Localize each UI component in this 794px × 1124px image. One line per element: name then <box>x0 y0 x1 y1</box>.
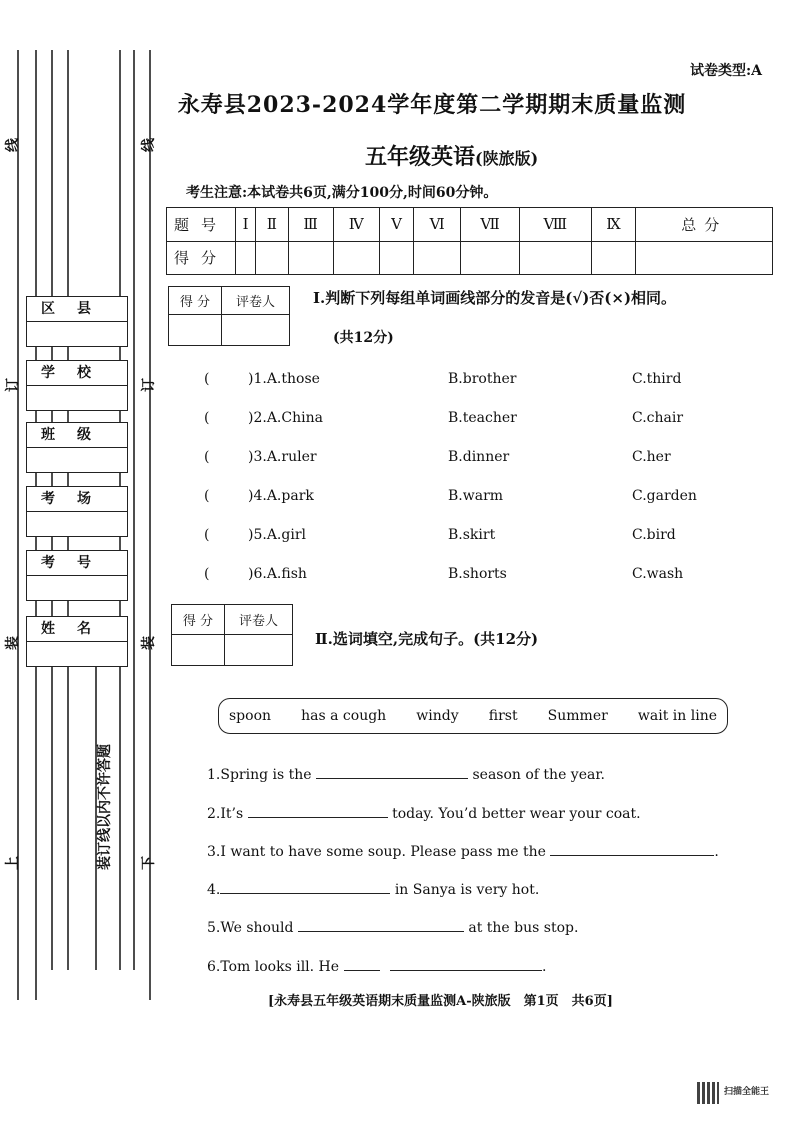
option-b: B.shorts <box>448 566 507 582</box>
option-b: B.warm <box>448 488 504 504</box>
word-bank <box>218 698 728 734</box>
question-row <box>0 488 794 516</box>
field-school-label: 学校 <box>27 361 127 386</box>
col-5: Ⅴ <box>379 208 413 242</box>
word-bank-item: first <box>488 708 518 724</box>
option-c: C.her <box>632 449 671 465</box>
answer-blank[interactable] <box>390 956 542 971</box>
answer-paren[interactable]: ( <box>204 527 210 543</box>
option-a: )5.A.girl <box>248 527 306 543</box>
option-c: C.third <box>632 371 682 387</box>
scanner-label: 扫描全能王 <box>724 1087 770 1097</box>
answer-blank[interactable] <box>248 803 388 818</box>
field-exam-room-label: 考场 <box>27 487 127 512</box>
section1-points: (共12分) <box>333 330 394 346</box>
sentence-text: 5.We should <box>207 920 294 936</box>
margin-mark-left-4: 上 <box>5 856 21 870</box>
grader-score-cell[interactable] <box>169 315 222 346</box>
score-cell[interactable] <box>333 241 379 275</box>
grader-name-label: 评卷人 <box>221 287 289 315</box>
exam-notice: 考生注意:本试卷共6页,满分100分,时间60分钟。 <box>186 185 498 201</box>
option-a: )1.A.those <box>248 371 320 387</box>
sentence-text: 6.Tom looks ill. He <box>207 959 340 975</box>
col-3: Ⅲ <box>288 208 333 242</box>
answer-blank[interactable] <box>316 764 468 779</box>
answer-blank[interactable] <box>344 956 380 971</box>
question-row <box>0 371 794 399</box>
section1-heading: Ⅰ.判断下列每组单词画线部分的发音是(√)否(×)相同。 <box>313 289 677 307</box>
col-total: 总分 <box>636 208 773 242</box>
option-c: C.chair <box>632 410 684 426</box>
sentence-text: season of the year. <box>472 767 605 783</box>
word-bank-item: spoon <box>229 708 272 724</box>
option-b: B.dinner <box>448 449 510 465</box>
option-b: B.teacher <box>448 410 517 426</box>
sentence-text: today. You’d better wear your coat. <box>392 806 641 822</box>
question-number-label: 题号 <box>167 208 236 242</box>
score-cell[interactable] <box>460 241 519 275</box>
subject-title: 五年级英语 <box>365 144 476 170</box>
score-row-label: 得分 <box>167 241 236 275</box>
score-cell[interactable] <box>591 241 636 275</box>
margin-mark-right-2: 订 <box>141 378 157 392</box>
grader-score-label: 得 分 <box>169 287 222 315</box>
option-b: B.brother <box>448 371 517 387</box>
answer-paren[interactable]: ( <box>204 371 210 387</box>
field-exam-number-label: 考号 <box>27 551 127 576</box>
exam-title: 永寿县2023-2024学年度第二学期期末质量监测 <box>177 92 687 118</box>
score-cell[interactable] <box>414 241 461 275</box>
field-district-label: 区县 <box>27 297 127 322</box>
col-9: Ⅸ <box>591 208 636 242</box>
sentence-text: 3.I want to have some soup. Please pass me the <box>207 844 546 860</box>
field-class-label: 班级 <box>27 423 127 448</box>
scanner-watermark <box>697 1082 781 1108</box>
question-row <box>0 566 794 594</box>
sentence-text: 4. <box>207 882 221 898</box>
answer-paren[interactable]: ( <box>204 449 210 465</box>
score-cell[interactable] <box>236 241 256 275</box>
grader-score-cell[interactable] <box>172 635 225 666</box>
option-a: )2.A.China <box>248 410 323 426</box>
page-footer: [永寿县五年级英语期末质量监测A-陕旅版 第1页 共6页] <box>268 994 613 1009</box>
question-row <box>0 449 794 477</box>
answer-blank[interactable] <box>298 917 464 932</box>
option-a: )6.A.fish <box>248 566 307 582</box>
col-8: Ⅷ <box>520 208 592 242</box>
qr-code-icon <box>697 1082 719 1104</box>
field-district[interactable] <box>26 296 128 347</box>
margin-mark-right-1: 线 <box>141 138 157 152</box>
grader-box-section1 <box>168 286 290 346</box>
word-bank-item: windy <box>416 708 459 724</box>
option-c: C.bird <box>632 527 676 543</box>
col-1: Ⅰ <box>236 208 256 242</box>
margin-mark-left-3: 装 <box>5 636 21 650</box>
margin-mark-left-2: 订 <box>5 378 21 392</box>
sentence-5 <box>207 917 578 936</box>
paper-type: 试卷类型:A <box>690 63 763 79</box>
word-bank-item: Summer <box>547 708 608 724</box>
edition-label: (陕旅版) <box>475 149 539 168</box>
sentence-text: at the bus stop. <box>468 920 579 936</box>
sentence-4 <box>207 879 539 898</box>
sentence-text: . <box>714 844 719 860</box>
sentence-2 <box>207 803 641 822</box>
word-bank-item: has a cough <box>301 708 387 724</box>
question-row <box>0 410 794 438</box>
grader-name-cell[interactable] <box>221 315 289 346</box>
col-7: Ⅶ <box>460 208 519 242</box>
margin-mark-right-4: 下 <box>141 856 157 870</box>
answer-blank[interactable] <box>220 879 390 894</box>
sentence-1 <box>207 764 605 783</box>
answer-blank[interactable] <box>550 841 714 856</box>
sentence-text: in Sanya is very hot. <box>394 882 540 898</box>
score-cell[interactable] <box>636 241 773 275</box>
grader-name-cell[interactable] <box>224 635 292 666</box>
score-cell[interactable] <box>288 241 333 275</box>
margin-mark-left-1: 线 <box>5 138 21 152</box>
option-c: C.wash <box>632 566 684 582</box>
sentence-6 <box>207 956 546 975</box>
margin-mark-right-3: 装 <box>141 636 157 650</box>
section2-heading: Ⅱ.选词填空,完成句子。(共12分) <box>315 630 539 648</box>
grader-score-label: 得 分 <box>172 605 225 635</box>
score-cell[interactable] <box>256 241 289 275</box>
score-cell[interactable] <box>379 241 413 275</box>
sentence-3 <box>207 841 719 860</box>
sentence-text: . <box>541 959 547 975</box>
col-2: Ⅱ <box>256 208 289 242</box>
sentence-text: 1.Spring is the <box>207 767 312 783</box>
word-bank-item: wait in line <box>637 708 717 724</box>
question-row <box>0 527 794 555</box>
option-a: )4.A.park <box>248 488 314 504</box>
grader-name-label: 评卷人 <box>224 605 292 635</box>
sentence-text: 2.It’s <box>207 806 244 822</box>
option-b: B.skirt <box>448 527 496 543</box>
field-name-label: 姓名 <box>27 617 127 642</box>
option-c: C.garden <box>632 488 697 504</box>
score-table <box>166 207 773 275</box>
answer-paren[interactable]: ( <box>204 488 210 504</box>
col-4: Ⅳ <box>333 208 379 242</box>
binding-notice: 装订线以内不许答题 <box>97 744 113 870</box>
field-name[interactable] <box>26 616 128 667</box>
score-cell[interactable] <box>520 241 592 275</box>
exam-subtitle <box>365 140 538 171</box>
option-a: )3.A.ruler <box>248 449 317 465</box>
grader-box-section2 <box>171 604 293 666</box>
answer-paren[interactable]: ( <box>204 410 210 426</box>
col-6: Ⅵ <box>414 208 461 242</box>
answer-paren[interactable]: ( <box>204 566 210 582</box>
